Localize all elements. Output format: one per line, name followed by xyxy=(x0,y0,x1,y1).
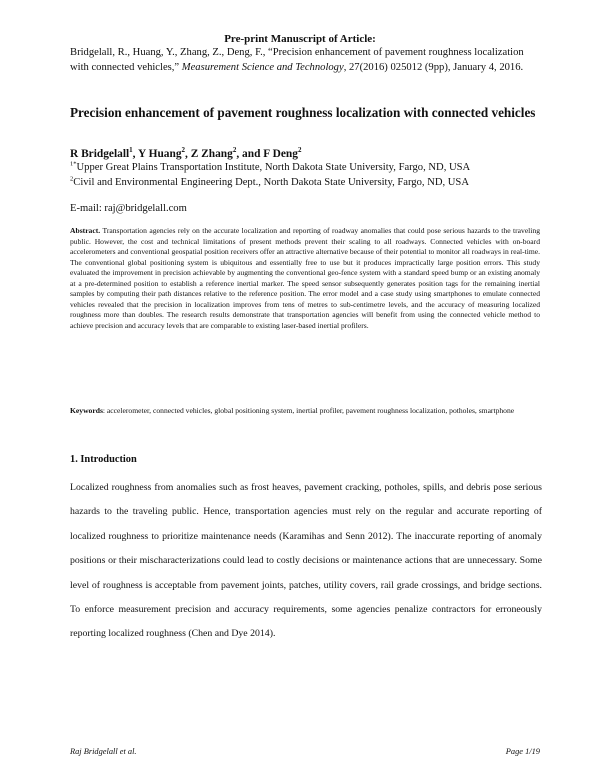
page-number: Page 1/19 xyxy=(505,747,540,756)
paper-title: Precision enhancement of pavement roughness localization with connected vehicles xyxy=(70,105,536,120)
affiliation-text: Upper Great Plains Transportation Institute, North Dakota State University, Fargo, ND, USA xyxy=(76,162,471,173)
keywords xyxy=(70,406,540,417)
author-name: Z Zhang xyxy=(190,148,233,160)
keywords-text: : accelerometer, connected vehicles, global positioning system, inertial profiler, pavement roughness localization, potholes, smartphone xyxy=(102,406,515,415)
author-list: R Bridgelall$^1$, Y Huang$^2$, Z Zhang$^2$, and F Deng$^2$ xyxy=(70,146,302,160)
contact-email: E-mail: raj@bridgelall.com xyxy=(70,203,187,214)
abstract-label: Abstract. xyxy=(70,226,101,235)
preprint-heading: Pre-print Manuscript of Article: xyxy=(224,33,376,45)
citation-details: , 27(2016) 025012 (9pp), January 4, 2016. xyxy=(343,62,524,73)
author-affiliation-mark: 2 xyxy=(232,146,237,155)
keywords-label: Keywords xyxy=(70,406,103,415)
author-name: R Bridgelall xyxy=(70,148,130,160)
author-affiliation-mark: 2 xyxy=(181,146,186,155)
citation-text: Bridgelall, R., Huang, Y., Zhang, Z., Deng, F., “Precision enhancement of pavement roughness localization with connected vehicles,” xyxy=(70,47,524,73)
author-affiliation-mark: 2 xyxy=(297,146,302,155)
footer-author: Raj Bridgelall et al. xyxy=(70,747,137,756)
abstract xyxy=(70,226,540,331)
affiliation-1 xyxy=(70,161,540,175)
affiliation-mark: 1* xyxy=(70,160,77,168)
affiliation-2 xyxy=(70,176,540,190)
affiliation-mark: 2 xyxy=(70,175,74,183)
citation-journal: Measurement Science and Technology xyxy=(181,62,344,73)
author-affiliation-mark: 1 xyxy=(129,146,133,155)
author-name: Y Huang xyxy=(137,148,182,160)
section-heading: 1. Introduction xyxy=(70,454,137,465)
affiliation-text: Civil and Environmental Engineering Dept., North Dakota State University, Fargo, ND, USA xyxy=(73,177,469,188)
abstract-text: Transportation agencies rely on the accurate localization and reporting of roadway anomalies that could pose serious hazards to the traveling public. However, the cost and technical limitations of present methods prevent their scaling to all roadways. Connected vehicles with on-board accelerometers and conventional geospatial position receivers offer an attractive alternative because of their potential to monitor all roadways in real-time. The conventional global positioning system is ubiquitous and essentially free to use but it produces impractically large position errors. This study evaluated the improvement in precision achievable by augmenting the conventional geo-fence system with a standard speed bump or an existing anomaly at a pre-determined position to establish a reference inertial marker. The speed sensor subsequently generates position tags for the remaining inertial samples by computing their path distances relative to the reference position. The error model and a case study using smartphones to emulate connected vehicles revealed that the precision in localization improves from tens of metres to sub-centimetre levels, and the accuracy of measuring localized roughness more than doubles. The research results demonstrate that transportation agencies will benefit from using the connected vehicle method to achieve precision and accuracy levels that are comparable to existing laser-based inertial profilers. xyxy=(70,226,540,330)
citation xyxy=(70,45,540,75)
author-name: F Deng xyxy=(263,148,298,160)
section-body: Localized roughness from anomalies such as frost heaves, pavement cracking, potholes, spills, and debris pose serious hazards to the traveling public. Hence, transportation agencies must rely on the regular and accurate reporting of localized roughness to prioritize maintenance needs (Karamihas and Senn 2012). The inaccurate reporting of anomaly positions or their mischaracterizations could lead to costly decisions or maintenance actions that are unnecessary. Some level of roughness is acceptable from pavement joints, patches, utility covers, rail grade crossings, and bridge sections. To enforce measurement precision and accuracy requirements, some agencies penalize contractors for erroneously reporting localized roughness (Chen and Dye 2014). xyxy=(70,482,542,640)
